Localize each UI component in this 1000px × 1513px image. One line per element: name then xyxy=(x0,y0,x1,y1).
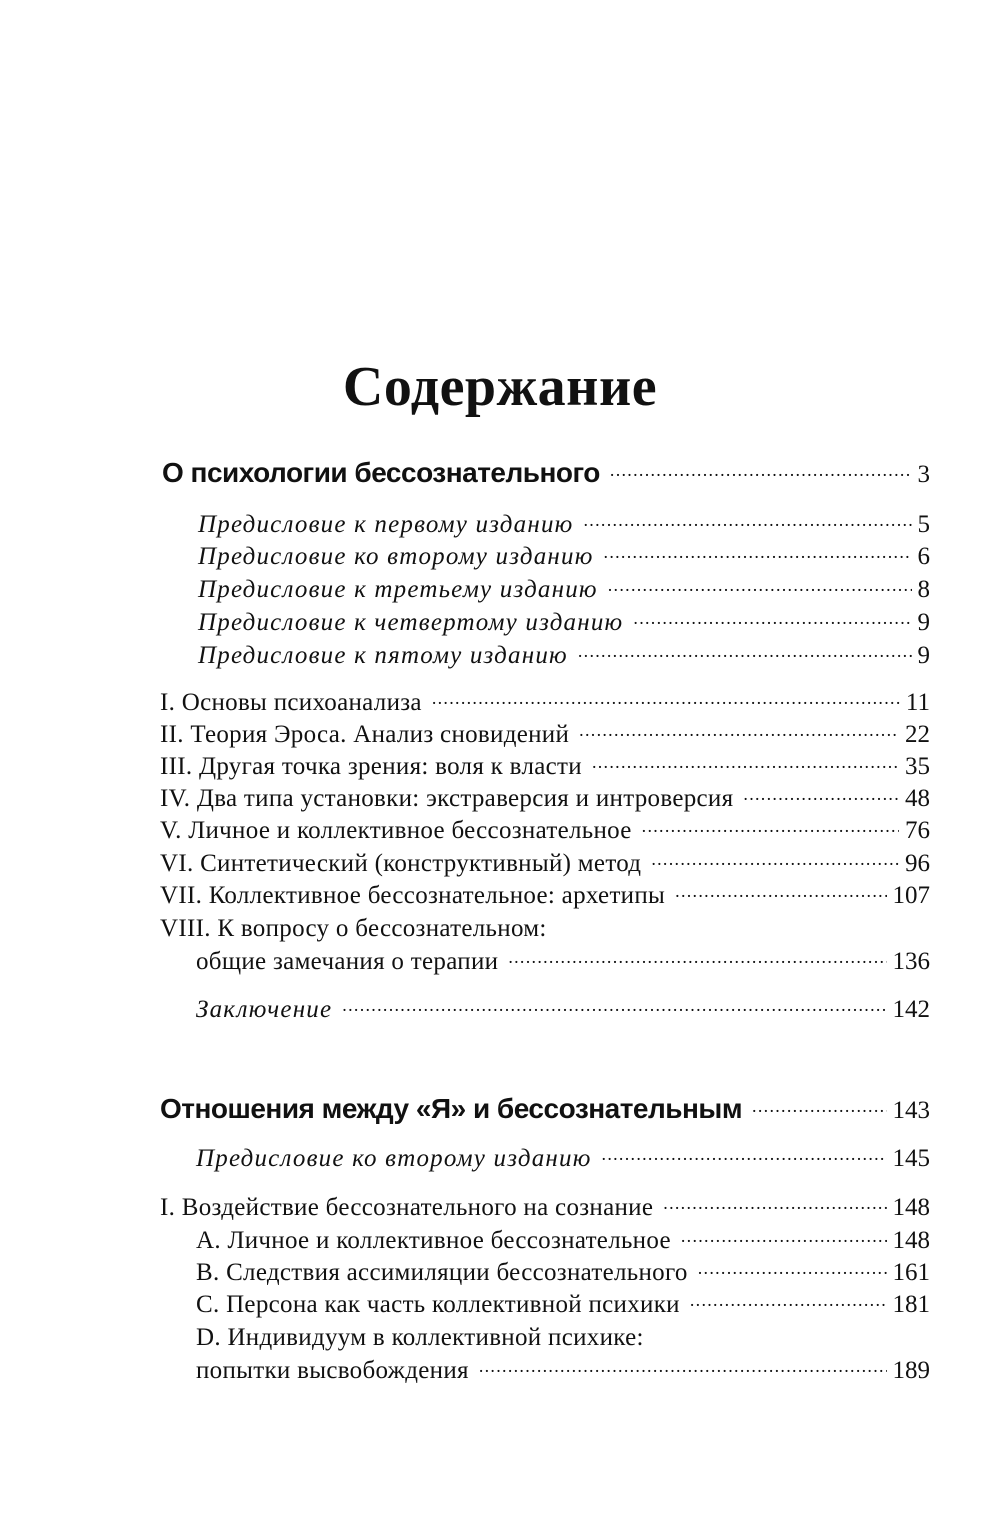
toc-page-number: 136 xyxy=(892,948,930,975)
toc-page-number: 189 xyxy=(892,1357,930,1384)
leader-dots xyxy=(675,881,886,903)
toc-subsection-entry[interactable] xyxy=(196,1355,930,1387)
toc-part-heading[interactable] xyxy=(162,457,930,491)
toc-page-number: 35 xyxy=(905,753,930,780)
toc-entry-label: попытки высвобождения xyxy=(196,1357,469,1384)
leader-dots xyxy=(681,1226,887,1248)
toc-entry-label: VI. Синтетический (конструктивный) метод xyxy=(160,850,642,877)
leader-dots xyxy=(698,1258,887,1280)
toc-page-number: 3 xyxy=(917,461,930,488)
toc-entry-label: Предисловие к пятому изданию xyxy=(198,642,568,669)
page-title: Содержание xyxy=(342,356,658,418)
toc-entry-label: Предисловие к третьему изданию xyxy=(198,576,598,603)
toc-chapter-entry[interactable] xyxy=(160,751,930,783)
toc-chapter-entry[interactable] xyxy=(160,880,930,912)
toc-chapter-title-line[interactable]: VIII. К вопросу о бессознательном: xyxy=(160,915,547,942)
leader-dots xyxy=(604,542,912,564)
toc-subsection-entry[interactable] xyxy=(196,1289,930,1321)
toc-page-number: 76 xyxy=(905,817,930,844)
leader-dots xyxy=(508,947,886,969)
toc-page-number: 107 xyxy=(892,882,930,909)
toc-entry-label: I. Основы психоанализа xyxy=(160,689,422,716)
toc-page-number: 96 xyxy=(905,850,930,877)
toc-preface-entry[interactable] xyxy=(198,509,930,541)
leader-dots xyxy=(752,1096,886,1118)
toc-entry-label: II. Теория Эроса. Анализ сновидений xyxy=(160,721,570,748)
leader-dots xyxy=(743,784,899,806)
toc-page-number: 6 xyxy=(917,543,930,570)
toc-entry-label: C. Персона как часть коллективной психики xyxy=(196,1291,680,1318)
toc-subsection-entry[interactable] xyxy=(196,1257,930,1289)
toc-entry-label: B. Следствия ассимиляции бессознательного xyxy=(196,1259,688,1286)
toc-page-number: 22 xyxy=(905,721,930,748)
toc-page-number: 5 xyxy=(917,511,930,538)
toc-chapter-entry[interactable] xyxy=(160,815,930,847)
toc-preface-entry[interactable] xyxy=(198,640,930,672)
toc-page-number: 11 xyxy=(905,689,930,716)
toc-page-number: 148 xyxy=(892,1194,930,1221)
toc-entry-label: III. Другая точка зрения: воля к власти xyxy=(160,753,582,780)
toc-entry-label: I. Воздействие бессознательного на сознание xyxy=(160,1194,654,1221)
toc-preface-entry[interactable] xyxy=(198,574,930,606)
leader-dots xyxy=(642,816,899,838)
toc-preface-entry[interactable] xyxy=(196,1143,930,1175)
toc-chapter-entry[interactable] xyxy=(160,848,930,880)
leader-dots xyxy=(651,849,899,871)
toc-page-number: 9 xyxy=(917,609,930,636)
toc-chapter-entry[interactable] xyxy=(196,946,930,978)
leader-dots xyxy=(592,752,899,774)
toc-entry-label: Заключение xyxy=(196,996,333,1023)
leader-dots xyxy=(578,641,912,663)
toc-entry-label: IV. Два типа установки: экстраверсия и интроверсия xyxy=(160,785,734,812)
toc-page-number: 145 xyxy=(892,1145,930,1172)
toc-page-number: 9 xyxy=(917,642,930,669)
toc-conclusion-entry[interactable] xyxy=(196,994,930,1026)
leader-dots xyxy=(579,720,899,742)
leader-dots xyxy=(633,608,911,630)
leader-dots xyxy=(610,460,912,482)
leader-dots xyxy=(663,1193,886,1215)
toc-part-heading[interactable] xyxy=(160,1093,930,1127)
toc-page-number: 142 xyxy=(892,996,930,1023)
toc-subsection-entry[interactable] xyxy=(196,1225,930,1257)
toc-page-number: 143 xyxy=(892,1097,930,1124)
toc-page-number: 148 xyxy=(892,1227,930,1254)
toc-entry-label: Предисловие ко второму изданию xyxy=(196,1145,592,1172)
toc-preface-entry[interactable] xyxy=(198,607,930,639)
toc-entry-label: Предисловие ко второму изданию xyxy=(198,543,594,570)
leader-dots xyxy=(690,1290,887,1312)
toc-entry-label: VII. Коллективное бессознательное: архетипы xyxy=(160,882,666,909)
leader-dots xyxy=(479,1356,887,1378)
toc-chapter-entry[interactable] xyxy=(160,783,930,815)
toc-entry-label: Предисловие к четвертому изданию xyxy=(198,609,624,636)
toc-chapter-entry[interactable] xyxy=(160,1192,930,1224)
toc-preface-entry[interactable] xyxy=(198,541,930,573)
leader-dots xyxy=(584,510,912,532)
toc-page-number: 8 xyxy=(917,576,930,603)
leader-dots xyxy=(608,575,912,597)
toc-entry-label: Предисловие к первому изданию xyxy=(198,511,574,538)
toc-entry-label: V. Личное и коллективное бессознательное xyxy=(160,817,632,844)
toc-chapter-entry[interactable] xyxy=(160,687,930,719)
leader-dots xyxy=(342,995,886,1017)
toc-chapter-entry[interactable] xyxy=(160,719,930,751)
toc-page-number: 181 xyxy=(892,1291,930,1318)
toc-entry-label: общие замечания о терапии xyxy=(196,948,499,975)
toc-subsection-title-line[interactable]: D. Индивидуум в коллективной психике: xyxy=(196,1324,644,1351)
toc-entry-label: A. Личное и коллективное бессознательное xyxy=(196,1227,671,1254)
toc-page-number: 161 xyxy=(892,1259,930,1286)
toc-page-number: 48 xyxy=(905,785,930,812)
leader-dots xyxy=(432,688,900,710)
toc-entry-label: Отношения между «Я» и бессознательным xyxy=(160,1093,743,1124)
leader-dots xyxy=(602,1144,887,1166)
toc-entry-label: О психологии бессознательного xyxy=(162,457,600,488)
